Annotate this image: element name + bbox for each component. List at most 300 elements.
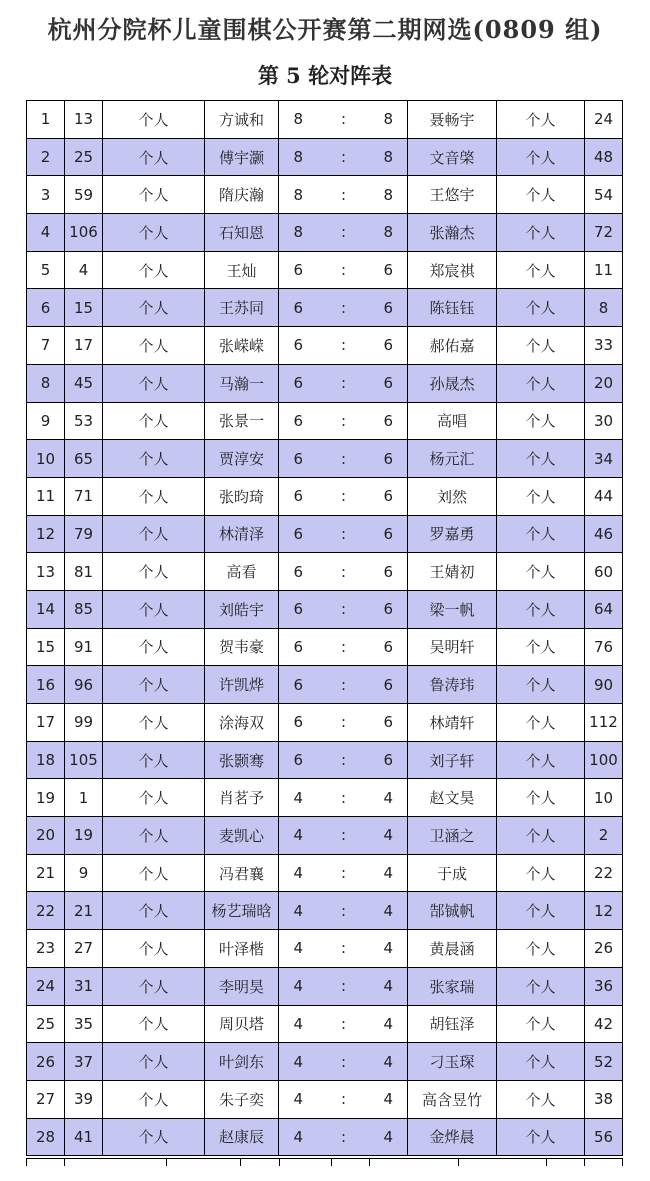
player2-id-cell: 26 xyxy=(585,930,623,968)
player2-id-cell: 56 xyxy=(585,1118,623,1156)
player2-team-cell: 个人 xyxy=(497,779,585,817)
score-separator-cell: : xyxy=(318,590,370,628)
player2-score-cell: 6 xyxy=(370,553,408,591)
score-separator-cell: : xyxy=(318,251,370,289)
player1-name-cell: 马瀚一 xyxy=(205,364,279,402)
score-separator-cell: : xyxy=(318,1005,370,1043)
player1-id-cell: 31 xyxy=(65,967,103,1005)
player2-id-cell: 2 xyxy=(585,817,623,855)
board-number-cell: 28 xyxy=(27,1118,65,1156)
player1-id-cell: 41 xyxy=(65,1118,103,1156)
player2-id-cell: 112 xyxy=(585,704,623,742)
player1-team-cell: 个人 xyxy=(103,892,205,930)
score-separator-cell: : xyxy=(318,1080,370,1118)
player1-team-cell: 个人 xyxy=(103,854,205,892)
player1-team-cell: 个人 xyxy=(103,741,205,779)
player2-score-cell: 6 xyxy=(370,741,408,779)
player2-name-cell: 王悠宇 xyxy=(408,176,497,214)
player2-id-cell: 64 xyxy=(585,590,623,628)
player2-team-cell: 个人 xyxy=(497,101,585,139)
player2-name-cell: 金烨晨 xyxy=(408,1118,497,1156)
player2-team-cell: 个人 xyxy=(497,364,585,402)
board-number-cell: 3 xyxy=(27,176,65,214)
player1-score-cell: 4 xyxy=(279,930,318,968)
table-row xyxy=(27,590,623,628)
score-separator-cell: : xyxy=(318,553,370,591)
player1-name-cell: 朱子奕 xyxy=(205,1080,279,1118)
player1-team-cell: 个人 xyxy=(103,214,205,252)
player2-team-cell: 个人 xyxy=(497,628,585,666)
score-separator-cell: : xyxy=(318,704,370,742)
player2-score-cell: 6 xyxy=(370,289,408,327)
score-separator-cell: : xyxy=(318,515,370,553)
player2-team-cell: 个人 xyxy=(497,817,585,855)
table-bottom-rule xyxy=(26,1158,622,1159)
board-number-cell: 25 xyxy=(27,1005,65,1043)
player1-score-cell: 8 xyxy=(279,176,318,214)
score-separator-cell: : xyxy=(318,1118,370,1156)
player2-team-cell: 个人 xyxy=(497,892,585,930)
player2-team-cell: 个人 xyxy=(497,251,585,289)
player2-id-cell: 22 xyxy=(585,854,623,892)
player2-id-cell: 52 xyxy=(585,1043,623,1081)
player2-id-cell: 54 xyxy=(585,176,623,214)
player1-score-cell: 6 xyxy=(279,553,318,591)
player1-id-cell: 35 xyxy=(65,1005,103,1043)
player2-id-cell: 60 xyxy=(585,553,623,591)
player2-score-cell: 4 xyxy=(370,1043,408,1081)
player2-score-cell: 4 xyxy=(370,1080,408,1118)
player1-id-cell: 96 xyxy=(65,666,103,704)
board-number-cell: 21 xyxy=(27,854,65,892)
player1-name-cell: 李明昊 xyxy=(205,967,279,1005)
player1-team-cell: 个人 xyxy=(103,327,205,365)
score-separator-cell: : xyxy=(318,741,370,779)
player1-name-cell: 傅宇灏 xyxy=(205,138,279,176)
player1-name-cell: 冯君襄 xyxy=(205,854,279,892)
player2-score-cell: 6 xyxy=(370,590,408,628)
player1-id-cell: 99 xyxy=(65,704,103,742)
player1-score-cell: 6 xyxy=(279,590,318,628)
score-separator-cell: : xyxy=(318,967,370,1005)
player1-team-cell: 个人 xyxy=(103,704,205,742)
table-row xyxy=(27,1118,623,1156)
pairing-table xyxy=(26,100,623,1156)
player2-id-cell: 90 xyxy=(585,666,623,704)
table-row xyxy=(27,930,623,968)
player2-id-cell: 46 xyxy=(585,515,623,553)
score-separator-cell: : xyxy=(318,402,370,440)
player2-score-cell: 6 xyxy=(370,364,408,402)
player2-id-cell: 12 xyxy=(585,892,623,930)
player1-name-cell: 张景一 xyxy=(205,402,279,440)
player1-score-cell: 6 xyxy=(279,402,318,440)
player2-team-cell: 个人 xyxy=(497,1080,585,1118)
player1-team-cell: 个人 xyxy=(103,251,205,289)
player1-team-cell: 个人 xyxy=(103,817,205,855)
player2-name-cell: 高含昱竹 xyxy=(408,1080,497,1118)
table-row xyxy=(27,515,623,553)
player2-name-cell: 高唱 xyxy=(408,402,497,440)
player1-name-cell: 涂海双 xyxy=(205,704,279,742)
player1-team-cell: 个人 xyxy=(103,176,205,214)
board-number-cell: 7 xyxy=(27,327,65,365)
player2-score-cell: 6 xyxy=(370,327,408,365)
player2-id-cell: 10 xyxy=(585,779,623,817)
table-row xyxy=(27,628,623,666)
table-row xyxy=(27,967,623,1005)
player1-name-cell: 方诚和 xyxy=(205,101,279,139)
player1-team-cell: 个人 xyxy=(103,553,205,591)
table-continuation-tick xyxy=(279,1158,280,1166)
table-continuation-tick xyxy=(584,1158,585,1166)
board-number-cell: 18 xyxy=(27,741,65,779)
player1-id-cell: 53 xyxy=(65,402,103,440)
board-number-cell: 26 xyxy=(27,1043,65,1081)
score-separator-cell: : xyxy=(318,289,370,327)
score-separator-cell: : xyxy=(318,176,370,214)
player1-score-cell: 6 xyxy=(279,327,318,365)
player2-id-cell: 8 xyxy=(585,289,623,327)
board-number-cell: 24 xyxy=(27,967,65,1005)
player2-name-cell: 郝佑嘉 xyxy=(408,327,497,365)
player1-name-cell: 杨艺瑞晗 xyxy=(205,892,279,930)
board-number-cell: 9 xyxy=(27,402,65,440)
player1-name-cell: 张昀琦 xyxy=(205,477,279,515)
score-separator-cell: : xyxy=(318,214,370,252)
player1-team-cell: 个人 xyxy=(103,289,205,327)
table-continuation-tick xyxy=(240,1158,241,1166)
player1-score-cell: 6 xyxy=(279,251,318,289)
board-number-cell: 27 xyxy=(27,1080,65,1118)
player2-team-cell: 个人 xyxy=(497,176,585,214)
player1-name-cell: 麦凯心 xyxy=(205,817,279,855)
score-separator-cell: : xyxy=(318,666,370,704)
player2-name-cell: 梁一帆 xyxy=(408,590,497,628)
player2-id-cell: 20 xyxy=(585,364,623,402)
player2-team-cell: 个人 xyxy=(497,590,585,628)
player2-score-cell: 4 xyxy=(370,930,408,968)
player1-score-cell: 6 xyxy=(279,666,318,704)
player2-name-cell: 孙晟杰 xyxy=(408,364,497,402)
table-row xyxy=(27,1080,623,1118)
score-separator-cell: : xyxy=(318,628,370,666)
player2-score-cell: 6 xyxy=(370,440,408,478)
player1-name-cell: 贾淳安 xyxy=(205,440,279,478)
table-row xyxy=(27,666,623,704)
player1-score-cell: 6 xyxy=(279,515,318,553)
player1-id-cell: 59 xyxy=(65,176,103,214)
table-row xyxy=(27,854,623,892)
table-row xyxy=(27,741,623,779)
table-row xyxy=(27,440,623,478)
player1-score-cell: 4 xyxy=(279,817,318,855)
player1-team-cell: 个人 xyxy=(103,138,205,176)
player1-team-cell: 个人 xyxy=(103,1005,205,1043)
table-continuation-tick xyxy=(622,1158,623,1166)
score-separator-cell: : xyxy=(318,779,370,817)
player2-name-cell: 张家瑞 xyxy=(408,967,497,1005)
player1-name-cell: 许凯烨 xyxy=(205,666,279,704)
table-row xyxy=(27,1043,623,1081)
player1-score-cell: 4 xyxy=(279,1043,318,1081)
player1-name-cell: 周贝塔 xyxy=(205,1005,279,1043)
player2-name-cell: 鲁涛玮 xyxy=(408,666,497,704)
player2-name-cell: 赵文昊 xyxy=(408,779,497,817)
player1-score-cell: 4 xyxy=(279,779,318,817)
player1-team-cell: 个人 xyxy=(103,1118,205,1156)
player2-id-cell: 72 xyxy=(585,214,623,252)
player1-id-cell: 45 xyxy=(65,364,103,402)
player2-score-cell: 6 xyxy=(370,704,408,742)
player2-team-cell: 个人 xyxy=(497,515,585,553)
player2-score-cell: 4 xyxy=(370,779,408,817)
player2-team-cell: 个人 xyxy=(497,741,585,779)
table-row xyxy=(27,214,623,252)
player2-id-cell: 42 xyxy=(585,1005,623,1043)
player2-name-cell: 于成 xyxy=(408,854,497,892)
player1-team-cell: 个人 xyxy=(103,101,205,139)
score-separator-cell: : xyxy=(318,854,370,892)
player1-id-cell: 37 xyxy=(65,1043,103,1081)
board-number-cell: 19 xyxy=(27,779,65,817)
board-number-cell: 16 xyxy=(27,666,65,704)
player1-team-cell: 个人 xyxy=(103,515,205,553)
score-separator-cell: : xyxy=(318,138,370,176)
player1-id-cell: 17 xyxy=(65,327,103,365)
player2-name-cell: 郑宸祺 xyxy=(408,251,497,289)
player1-id-cell: 105 xyxy=(65,741,103,779)
board-number-cell: 6 xyxy=(27,289,65,327)
table-row xyxy=(27,364,623,402)
table-row xyxy=(27,101,623,139)
table-row xyxy=(27,327,623,365)
player2-name-cell: 聂畅宇 xyxy=(408,101,497,139)
player2-id-cell: 100 xyxy=(585,741,623,779)
player2-id-cell: 48 xyxy=(585,138,623,176)
score-separator-cell: : xyxy=(318,364,370,402)
player2-score-cell: 4 xyxy=(370,967,408,1005)
player1-team-cell: 个人 xyxy=(103,779,205,817)
player2-team-cell: 个人 xyxy=(497,440,585,478)
board-number-cell: 4 xyxy=(27,214,65,252)
player1-score-cell: 4 xyxy=(279,1080,318,1118)
player2-score-cell: 8 xyxy=(370,138,408,176)
player2-team-cell: 个人 xyxy=(497,1005,585,1043)
player1-team-cell: 个人 xyxy=(103,402,205,440)
table-continuation-tick xyxy=(546,1158,547,1166)
player1-id-cell: 9 xyxy=(65,854,103,892)
player2-id-cell: 24 xyxy=(585,101,623,139)
score-separator-cell: : xyxy=(318,101,370,139)
player1-id-cell: 25 xyxy=(65,138,103,176)
pairing-table-body xyxy=(27,101,623,1156)
page-title: 杭州分院杯儿童围棋公开赛第二期网选(0809 组) xyxy=(47,15,603,44)
player2-score-cell: 8 xyxy=(370,101,408,139)
player2-name-cell: 王婧初 xyxy=(408,553,497,591)
player1-name-cell: 叶泽楷 xyxy=(205,930,279,968)
board-number-cell: 11 xyxy=(27,477,65,515)
player1-score-cell: 8 xyxy=(279,214,318,252)
player2-score-cell: 4 xyxy=(370,854,408,892)
player2-score-cell: 8 xyxy=(370,214,408,252)
player2-team-cell: 个人 xyxy=(497,214,585,252)
player1-id-cell: 39 xyxy=(65,1080,103,1118)
player2-score-cell: 4 xyxy=(370,817,408,855)
player1-score-cell: 6 xyxy=(279,364,318,402)
table-row xyxy=(27,704,623,742)
player1-score-cell: 4 xyxy=(279,1118,318,1156)
player2-id-cell: 38 xyxy=(585,1080,623,1118)
player2-name-cell: 刁玉琛 xyxy=(408,1043,497,1081)
player1-score-cell: 8 xyxy=(279,138,318,176)
player1-id-cell: 91 xyxy=(65,628,103,666)
player1-team-cell: 个人 xyxy=(103,967,205,1005)
player2-name-cell: 张瀚杰 xyxy=(408,214,497,252)
player1-score-cell: 4 xyxy=(279,967,318,1005)
player1-id-cell: 13 xyxy=(65,101,103,139)
player2-team-cell: 个人 xyxy=(497,704,585,742)
player1-team-cell: 个人 xyxy=(103,666,205,704)
score-separator-cell: : xyxy=(318,892,370,930)
player1-score-cell: 6 xyxy=(279,628,318,666)
board-number-cell: 20 xyxy=(27,817,65,855)
player1-id-cell: 71 xyxy=(65,477,103,515)
player2-id-cell: 30 xyxy=(585,402,623,440)
player2-id-cell: 44 xyxy=(585,477,623,515)
player2-name-cell: 吴明轩 xyxy=(408,628,497,666)
player2-team-cell: 个人 xyxy=(497,477,585,515)
player1-score-cell: 6 xyxy=(279,477,318,515)
player2-name-cell: 林靖轩 xyxy=(408,704,497,742)
player1-id-cell: 21 xyxy=(65,892,103,930)
player2-score-cell: 4 xyxy=(370,892,408,930)
board-number-cell: 23 xyxy=(27,930,65,968)
player2-name-cell: 文音棨 xyxy=(408,138,497,176)
table-row xyxy=(27,477,623,515)
player1-score-cell: 6 xyxy=(279,704,318,742)
player2-id-cell: 33 xyxy=(585,327,623,365)
board-number-cell: 14 xyxy=(27,590,65,628)
player1-team-cell: 个人 xyxy=(103,440,205,478)
player2-team-cell: 个人 xyxy=(497,289,585,327)
player2-name-cell: 卫涵之 xyxy=(408,817,497,855)
board-number-cell: 1 xyxy=(27,101,65,139)
player2-name-cell: 罗嘉勇 xyxy=(408,515,497,553)
player1-id-cell: 85 xyxy=(65,590,103,628)
player2-score-cell: 6 xyxy=(370,477,408,515)
board-number-cell: 22 xyxy=(27,892,65,930)
table-row xyxy=(27,289,623,327)
board-number-cell: 17 xyxy=(27,704,65,742)
player1-team-cell: 个人 xyxy=(103,1080,205,1118)
player1-name-cell: 高看 xyxy=(205,553,279,591)
player2-team-cell: 个人 xyxy=(497,553,585,591)
player1-name-cell: 刘皓宇 xyxy=(205,590,279,628)
player2-score-cell: 6 xyxy=(370,666,408,704)
player1-score-cell: 4 xyxy=(279,1005,318,1043)
player1-team-cell: 个人 xyxy=(103,477,205,515)
player2-team-cell: 个人 xyxy=(497,402,585,440)
player1-id-cell: 27 xyxy=(65,930,103,968)
player1-name-cell: 隋庆瀚 xyxy=(205,176,279,214)
player2-score-cell: 6 xyxy=(370,402,408,440)
player1-name-cell: 叶剑东 xyxy=(205,1043,279,1081)
player1-id-cell: 65 xyxy=(65,440,103,478)
table-continuation-tick xyxy=(64,1158,65,1166)
player1-id-cell: 4 xyxy=(65,251,103,289)
table-row xyxy=(27,553,623,591)
player2-score-cell: 6 xyxy=(370,251,408,289)
player2-score-cell: 6 xyxy=(370,628,408,666)
player1-score-cell: 6 xyxy=(279,440,318,478)
board-number-cell: 12 xyxy=(27,515,65,553)
player2-name-cell: 刘然 xyxy=(408,477,497,515)
table-continuation-tick xyxy=(458,1158,459,1166)
player1-id-cell: 15 xyxy=(65,289,103,327)
table-row xyxy=(27,138,623,176)
player1-team-cell: 个人 xyxy=(103,364,205,402)
player2-score-cell: 4 xyxy=(370,1118,408,1156)
table-continuation-tick xyxy=(166,1158,167,1166)
table-continuation-tick xyxy=(331,1158,332,1166)
player2-score-cell: 4 xyxy=(370,1005,408,1043)
player2-team-cell: 个人 xyxy=(497,1118,585,1156)
table-row xyxy=(27,176,623,214)
player2-id-cell: 11 xyxy=(585,251,623,289)
player2-id-cell: 36 xyxy=(585,967,623,1005)
player2-team-cell: 个人 xyxy=(497,666,585,704)
player1-id-cell: 106 xyxy=(65,214,103,252)
player1-id-cell: 19 xyxy=(65,817,103,855)
round-subtitle: 第 5 轮对阵表 xyxy=(257,63,393,88)
player2-name-cell: 刘子轩 xyxy=(408,741,497,779)
player1-score-cell: 6 xyxy=(279,741,318,779)
player1-name-cell: 贺韦豪 xyxy=(205,628,279,666)
score-separator-cell: : xyxy=(318,1043,370,1081)
player1-name-cell: 肖茗予 xyxy=(205,779,279,817)
player1-name-cell: 张嵘嵘 xyxy=(205,327,279,365)
player1-name-cell: 赵康辰 xyxy=(205,1118,279,1156)
player2-score-cell: 8 xyxy=(370,176,408,214)
player2-id-cell: 34 xyxy=(585,440,623,478)
player1-score-cell: 4 xyxy=(279,854,318,892)
player1-id-cell: 81 xyxy=(65,553,103,591)
table-row xyxy=(27,402,623,440)
player1-team-cell: 个人 xyxy=(103,1043,205,1081)
player2-id-cell: 76 xyxy=(585,628,623,666)
board-number-cell: 15 xyxy=(27,628,65,666)
player2-score-cell: 6 xyxy=(370,515,408,553)
player2-name-cell: 胡钰泽 xyxy=(408,1005,497,1043)
player1-id-cell: 1 xyxy=(65,779,103,817)
player1-name-cell: 王灿 xyxy=(205,251,279,289)
player2-team-cell: 个人 xyxy=(497,854,585,892)
player2-team-cell: 个人 xyxy=(497,327,585,365)
score-separator-cell: : xyxy=(318,327,370,365)
board-number-cell: 2 xyxy=(27,138,65,176)
table-continuation-tick xyxy=(369,1158,370,1166)
player1-score-cell: 8 xyxy=(279,101,318,139)
table-row xyxy=(27,779,623,817)
player2-name-cell: 杨元汇 xyxy=(408,440,497,478)
table-row xyxy=(27,1005,623,1043)
player2-team-cell: 个人 xyxy=(497,967,585,1005)
score-separator-cell: : xyxy=(318,930,370,968)
player1-team-cell: 个人 xyxy=(103,930,205,968)
player2-team-cell: 个人 xyxy=(497,138,585,176)
score-separator-cell: : xyxy=(318,477,370,515)
